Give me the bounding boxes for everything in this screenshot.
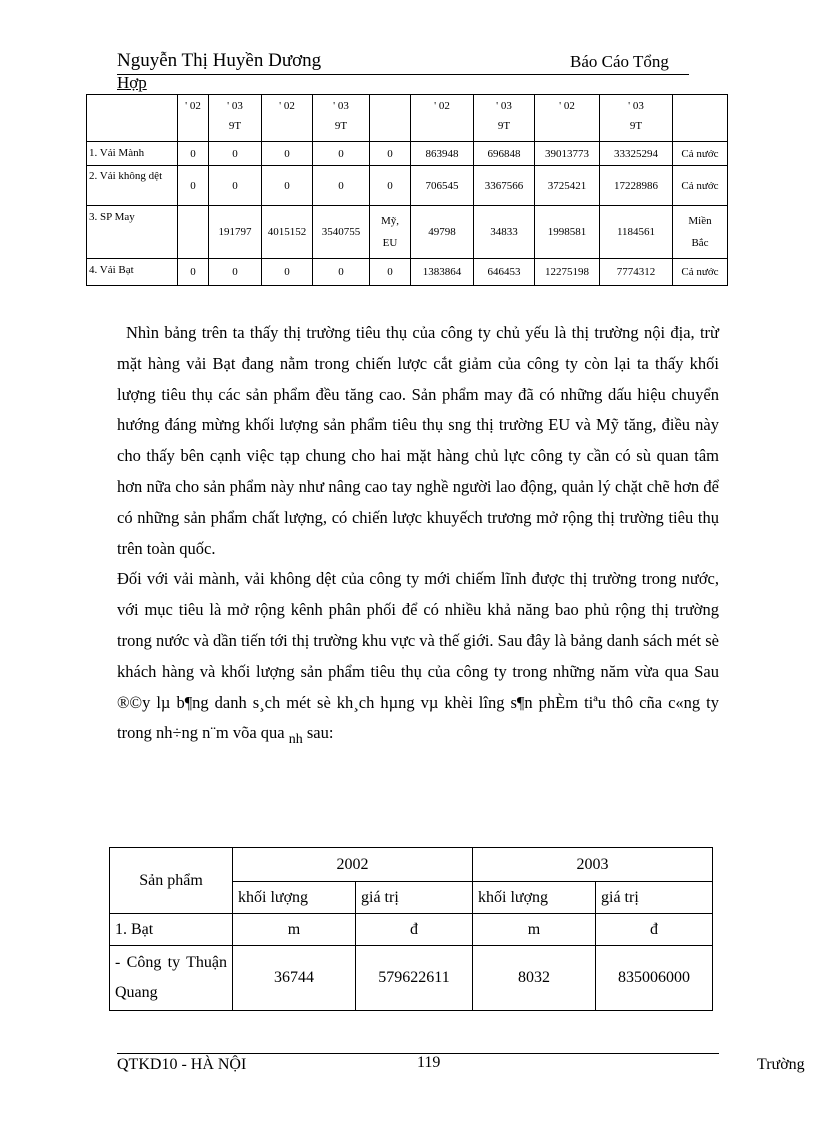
market-table-cell: 0 [178,142,209,166]
customer-table-cell: 835006000 [596,946,713,1011]
market-table-row [87,259,728,286]
customer-table-subheader: giá trị [356,882,473,914]
market-table-header-cell: ' 03 9T [474,95,535,142]
market-table-cell: 1383864 [411,259,474,286]
page-number: 119 [417,1054,441,1071]
customer-table-cell: đ [596,914,713,946]
customer-table-cell: đ [356,914,473,946]
market-table-header-cell: ' 02 [262,95,313,142]
customer-table [109,847,713,1011]
customer-table-cell: m [233,914,356,946]
market-table-header-cell: ' 03 9T [313,95,370,142]
market-table-header-row [87,95,728,142]
market-table-cell: 1998581 [535,206,600,259]
market-table-cell: 696848 [474,142,535,166]
footer-left: QTKD10 - HÀ NỘI [117,1056,247,1073]
market-table-header-cell: ' 02 [535,95,600,142]
market-table-cell [178,206,209,259]
market-table-cell: 17228986 [600,166,673,206]
market-table-cell: 0 [370,142,411,166]
market-table-row [87,166,728,206]
customer-table-subheader: giá trị [596,882,713,914]
customer-table-product-cell: - Công ty Thuận Quang [110,946,233,1011]
market-table-cell: 0 [209,166,262,206]
market-table-cell: 0 [370,259,411,286]
market-table-cell: 0 [262,166,313,206]
market-table-cell: 1184561 [600,206,673,259]
customer-table-product-cell: 1. Bạt [110,914,233,946]
market-table-cell: 0 [370,166,411,206]
market-table-header-cell: ' 02 [411,95,474,142]
market-table-cell: 34833 [474,206,535,259]
paragraph-customers-text: Đối với vải mành, vải không dệt của công ty mới chiếm lĩnh được thị trường trong nước, với mục tiêu là mở rộng kênh phân phối để có nhiều khả năng bao phủ rộng thị trường trong nước và dần tiến tới thị trường khu vực và thế giới. Sau đây là bảng danh sách mét sè khách hàng và khối lượng sản phẩm tiêu thụ của công ty trong những năm vừa qua Sau ®©y lµ b¶ng danh s¸ch mét sè kh¸ch hµng vµ khèi lîng s¶n phÈm tiªu thô cña c«ng ty trong nh÷ng n¨m võa qua [117,569,719,743]
paragraph-subscript: nh [288,732,303,748]
market-table-cell: Miền Bắc [673,206,728,259]
market-table-cell: Cả nước [673,142,728,166]
market-table-cell: 0 [209,142,262,166]
customer-table-header-row [110,848,713,882]
market-table-header-cell [673,95,728,142]
customer-table-row [110,914,713,946]
market-table-cell: 0 [178,166,209,206]
market-table-header-cell [87,95,178,142]
header-title: Báo Cáo Tổng [570,52,669,71]
market-table-cell: 0 [262,142,313,166]
market-table-cell: 4015152 [262,206,313,259]
header-title-wrap: Hợp [117,73,147,92]
market-table-header-cell: ' 02 [178,95,209,142]
customer-table-row [110,946,713,1011]
paragraph-customers [117,564,719,751]
customer-table-cell: m [473,914,596,946]
customer-table-subheader: khối lượng [473,882,596,914]
market-table-cell: 33325294 [600,142,673,166]
market-table-cell: 646453 [474,259,535,286]
customer-table-subheader: khối lượng [233,882,356,914]
customer-table-product-header: Sản phẩm [110,848,233,914]
market-table-cell: 3367566 [474,166,535,206]
customer-table-cell: 8032 [473,946,596,1011]
market-table-product-cell: 2. Vải không dệt [87,166,178,206]
market-table-cell: 191797 [209,206,262,259]
market-table-row [87,206,728,259]
footer-right: Trường [757,1056,805,1073]
market-table-product-cell: 3. SP May [87,206,178,259]
customer-table-cell: 36744 [233,946,356,1011]
market-table-cell: Mỹ, EU [370,206,411,259]
market-table-cell: 49798 [411,206,474,259]
header-rule [117,74,689,75]
market-table-cell: 0 [178,259,209,286]
paragraph-end: sau: [306,723,334,743]
market-table-cell: 3540755 [313,206,370,259]
customer-table-year-2003: 2003 [473,848,713,882]
customer-table-cell: 579622611 [356,946,473,1011]
market-table-cell: Cả nước [673,166,728,206]
market-table-cell: 0 [313,259,370,286]
market-table-cell: 0 [209,259,262,286]
header-author: Nguyễn Thị Huyền Dương [117,50,322,71]
market-table-cell: 12275198 [535,259,600,286]
body-text [117,318,719,751]
market-table-header-cell: ' 03 9T [209,95,262,142]
market-table-cell: 706545 [411,166,474,206]
market-table-cell: 39013773 [535,142,600,166]
market-table-cell: 7774312 [600,259,673,286]
market-table-cell: 0 [262,259,313,286]
market-table-cell: 863948 [411,142,474,166]
market-table-product-cell: 4. Vải Bạt [87,259,178,286]
market-table-header-cell: ' 03 9T [600,95,673,142]
market-table-product-cell: 1. Vải Mành [87,142,178,166]
customer-table-year-2002: 2002 [233,848,473,882]
market-table-cell: Cả nước [673,259,728,286]
market-table-cell: 0 [313,166,370,206]
market-table-row [87,142,728,166]
paragraph-market-analysis: Nhìn bảng trên ta thấy thị trường tiêu thụ của công ty chủ yếu là thị trường nội địa, trừ mặt hàng vải Bạt đang nằm trong chiến lược cắt giảm của công ty còn lại ta thấy khối lượng tiêu thụ các sản phẩm đều tăng cao. Sản phẩm may đã có những dấu hiệu chuyển hướng đáng mừng khối lượng sản phẩm tiêu thụ sng thị trường EU và Mỹ tăng, điều này cho thấy bên cạnh việc tạp chung cho hai mặt hàng chủ lực công ty cần có sù quan tâm hơn nữa cho sản phẩm này như nâng cao tay nghề người lao động, quản lý chặt chẽ hơn để có những sản phẩm chất lượng, có chiến lược khuyếch trương mở rộng thị trường tiêu thụ trên toàn quốc. [117,323,719,558]
market-table [86,94,728,286]
market-table-cell: 3725421 [535,166,600,206]
market-table-cell: 0 [313,142,370,166]
market-table-header-cell [370,95,411,142]
